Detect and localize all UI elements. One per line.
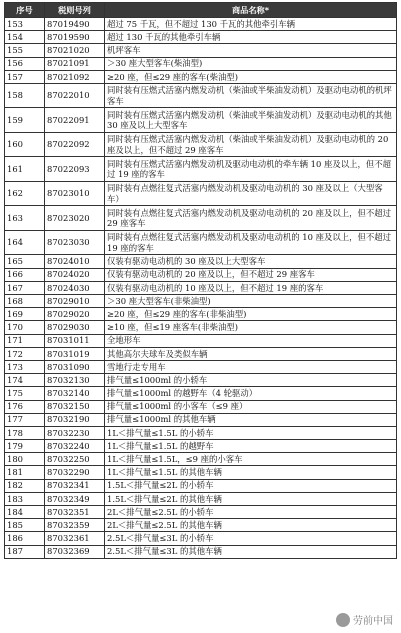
- cell-code: 87022092: [45, 132, 105, 157]
- table-row: [5, 83, 397, 108]
- cell-name: 超过 75 千瓦，但不超过 130 千瓦的其他牵引车辆: [105, 18, 397, 31]
- table-row: [5, 108, 397, 133]
- cell-code: 87024010: [45, 255, 105, 268]
- cell-name: 同时装有压燃式活塞内燃发动机（柴油或半柴油发动机）及驱动电动机的机坪客车: [105, 83, 397, 108]
- table-row: [5, 31, 397, 44]
- cell-code: 87032140: [45, 387, 105, 400]
- cell-code: 87029030: [45, 321, 105, 334]
- cell-name: 机坪客车: [105, 44, 397, 57]
- cell-code: 87031019: [45, 347, 105, 360]
- cell-code: 87019490: [45, 18, 105, 31]
- cell-name: ≥10 座，但≤19 座客车(非柴油型): [105, 321, 397, 334]
- table-row: [5, 334, 397, 347]
- table-row: [5, 57, 397, 70]
- cell-name: 1L＜排气量≤1.5L 的其他车辆: [105, 466, 397, 479]
- cell-no: 177: [5, 413, 45, 426]
- tariff-table: [4, 2, 397, 559]
- cell-name: 同时装有压燃式活塞内燃发动机及驱动电动机的牵车辆 10 座及以上，但不超过 19 座的客车: [105, 157, 397, 182]
- cell-code: 87032349: [45, 492, 105, 505]
- cell-code: 87032341: [45, 479, 105, 492]
- table-row: [5, 347, 397, 360]
- table-row: [5, 181, 397, 206]
- cell-name: 1L＜排气量≤1.5L 的小轿车: [105, 426, 397, 439]
- table-row: [5, 400, 397, 413]
- cell-name: ＞30 座大型客车(柴油型): [105, 57, 397, 70]
- cell-no: 155: [5, 44, 45, 57]
- table-row: [5, 387, 397, 400]
- cell-name: 排气量≤1000ml 的其他车辆: [105, 413, 397, 426]
- cell-name: 1.5L＜排气量≤2L 的小轿车: [105, 479, 397, 492]
- table-row: [5, 532, 397, 545]
- cell-code: 87021091: [45, 57, 105, 70]
- cell-code: 87024030: [45, 281, 105, 294]
- cell-code: 87032359: [45, 519, 105, 532]
- cell-name: 同时装有压燃式活塞内燃发动机（柴油或半柴油发动机）及驱动电动机的其他 30 座及以上大型客车: [105, 108, 397, 133]
- cell-code: 87032190: [45, 413, 105, 426]
- cell-code: 87032351: [45, 506, 105, 519]
- cell-no: 180: [5, 453, 45, 466]
- cell-name: 2L＜排气量≤2.5L 的其他车辆: [105, 519, 397, 532]
- cell-name: 超过 130 千瓦的其他牵引车辆: [105, 31, 397, 44]
- cell-code: 87032290: [45, 466, 105, 479]
- table-row: [5, 308, 397, 321]
- table-row: [5, 440, 397, 453]
- table-row: [5, 492, 397, 505]
- cell-no: 163: [5, 206, 45, 231]
- cell-no: 166: [5, 268, 45, 281]
- table-row: [5, 295, 397, 308]
- cell-code: 87031011: [45, 334, 105, 347]
- cell-no: 174: [5, 374, 45, 387]
- cell-no: 175: [5, 387, 45, 400]
- cell-no: 183: [5, 492, 45, 505]
- cell-no: 172: [5, 347, 45, 360]
- table-row: [5, 44, 397, 57]
- cell-code: 87023010: [45, 181, 105, 206]
- cell-code: 87032361: [45, 532, 105, 545]
- cell-no: 186: [5, 532, 45, 545]
- table-row: [5, 18, 397, 31]
- cell-no: 164: [5, 230, 45, 255]
- cell-no: 161: [5, 157, 45, 182]
- cell-code: 87032240: [45, 440, 105, 453]
- cell-no: 165: [5, 255, 45, 268]
- watermark: [336, 612, 393, 627]
- cell-code: 87021092: [45, 70, 105, 83]
- cell-code: 87032369: [45, 545, 105, 558]
- table-header-row: [5, 3, 397, 18]
- table-row: [5, 268, 397, 281]
- cell-name: 仅装有驱动电动机的 30 座及以上大型客车: [105, 255, 397, 268]
- cell-no: 158: [5, 83, 45, 108]
- cell-name: 1L＜排气量≤1.5L，≤9 座的小客车: [105, 453, 397, 466]
- cell-no: 179: [5, 440, 45, 453]
- cell-no: 160: [5, 132, 45, 157]
- cell-no: 185: [5, 519, 45, 532]
- cell-name: 其他高尔夫球车及类似车辆: [105, 347, 397, 360]
- table-row: [5, 132, 397, 157]
- cell-no: 169: [5, 308, 45, 321]
- table-row: [5, 206, 397, 231]
- watermark-text: 劳前中国: [353, 616, 393, 627]
- cell-name: 雪地行走专用车: [105, 360, 397, 373]
- table-row: [5, 453, 397, 466]
- cell-no: 156: [5, 57, 45, 70]
- table-row: [5, 545, 397, 558]
- cell-name: 仅装有驱动电动机的 20 座及以上，但不超过 29 座客车: [105, 268, 397, 281]
- cell-name: 排气量≤1000ml 的越野车（4 轮驱动）: [105, 387, 397, 400]
- cell-no: 187: [5, 545, 45, 558]
- table-body: [5, 18, 397, 559]
- cell-no: 170: [5, 321, 45, 334]
- table-row: [5, 479, 397, 492]
- header-name: 商品名称*: [105, 3, 397, 18]
- cell-name: 同时装有点燃往复式活塞内燃发动机及驱动电动机的 20 座及以上，但不超过 29 座客车: [105, 206, 397, 231]
- header-code: 税则号列: [45, 3, 105, 18]
- cell-no: 168: [5, 295, 45, 308]
- cell-name: 仅装有驱动电动机的 10 座及以上，但不超过 19 座的客车: [105, 281, 397, 294]
- table-row: [5, 281, 397, 294]
- cell-code: 87023020: [45, 206, 105, 231]
- cell-name: 排气量≤1000ml 的小客车（≤9 座）: [105, 400, 397, 413]
- cell-name: 1L＜排气量≤1.5L 的越野车: [105, 440, 397, 453]
- cell-code: 87032130: [45, 374, 105, 387]
- cell-code: 87024020: [45, 268, 105, 281]
- wechat-icon: [336, 613, 350, 627]
- cell-name: 1.5L＜排气量≤2L 的其他车辆: [105, 492, 397, 505]
- cell-code: 87032230: [45, 426, 105, 439]
- cell-no: 171: [5, 334, 45, 347]
- cell-no: 159: [5, 108, 45, 133]
- cell-code: 87019590: [45, 31, 105, 44]
- cell-code: 87029020: [45, 308, 105, 321]
- cell-name: ≥20 座，但≤29 座的客车(非柴油型): [105, 308, 397, 321]
- cell-name: 同时装有点燃往复式活塞内燃发动机及驱动电动机的 30 座及以上（大型客车）: [105, 181, 397, 206]
- cell-no: 162: [5, 181, 45, 206]
- cell-no: 167: [5, 281, 45, 294]
- cell-name: 同时装有压燃式活塞内燃发动机（柴油或半柴油发动机）及驱动电动机的 20 座及以上，但不超过 29 座客车: [105, 132, 397, 157]
- table-row: [5, 360, 397, 373]
- cell-no: 181: [5, 466, 45, 479]
- cell-code: 87023030: [45, 230, 105, 255]
- table-row: [5, 70, 397, 83]
- cell-no: 178: [5, 426, 45, 439]
- cell-code: 87031090: [45, 360, 105, 373]
- cell-code: 87032250: [45, 453, 105, 466]
- cell-no: 173: [5, 360, 45, 373]
- cell-no: 182: [5, 479, 45, 492]
- cell-name: 同时装有点燃往复式活塞内燃发动机及驱动电动机的 10 座及以上，但不超过 19 座的客车: [105, 230, 397, 255]
- cell-name: 2L＜排气量≤2.5L 的小轿车: [105, 506, 397, 519]
- table-row: [5, 466, 397, 479]
- cell-name: ≥20 座，但≤29 座的客车(柴油型): [105, 70, 397, 83]
- cell-no: 154: [5, 31, 45, 44]
- cell-code: 87029010: [45, 295, 105, 308]
- table-row: [5, 230, 397, 255]
- table-row: [5, 426, 397, 439]
- table-row: [5, 374, 397, 387]
- header-no: 序号: [5, 3, 45, 18]
- cell-code: 87022010: [45, 83, 105, 108]
- cell-no: 184: [5, 506, 45, 519]
- cell-name: 2.5L＜排气量≤3L 的小轿车: [105, 532, 397, 545]
- cell-no: 153: [5, 18, 45, 31]
- table-row: [5, 321, 397, 334]
- table-row: [5, 255, 397, 268]
- cell-name: ＞30 座大型客车(非柴油型): [105, 295, 397, 308]
- table-row: [5, 519, 397, 532]
- cell-name: 全地形车: [105, 334, 397, 347]
- table-row: [5, 413, 397, 426]
- table-row: [5, 506, 397, 519]
- table-row: [5, 157, 397, 182]
- cell-code: 87022091: [45, 108, 105, 133]
- cell-no: 176: [5, 400, 45, 413]
- cell-code: 87032150: [45, 400, 105, 413]
- cell-no: 157: [5, 70, 45, 83]
- tariff-table-container: [4, 2, 396, 559]
- cell-code: 87022093: [45, 157, 105, 182]
- cell-name: 2.5L＜排气量≤3L 的其他车辆: [105, 545, 397, 558]
- cell-name: 排气量≤1000ml 的小轿车: [105, 374, 397, 387]
- cell-code: 87021020: [45, 44, 105, 57]
